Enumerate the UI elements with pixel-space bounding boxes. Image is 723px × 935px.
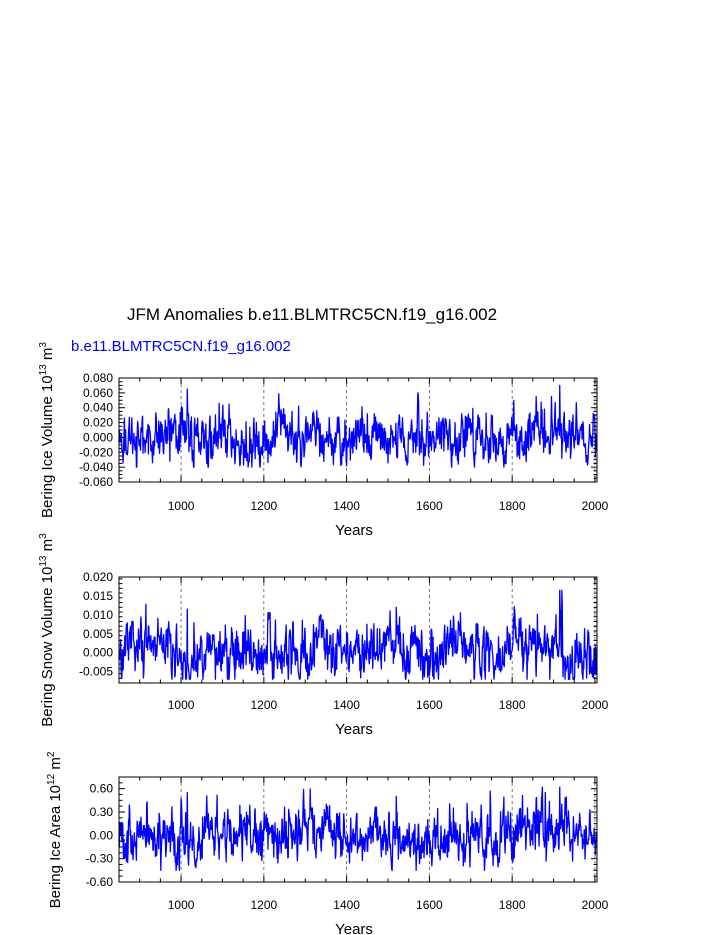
x-axis-label: Years — [335, 921, 373, 935]
y-tick-label: 0.015 — [82, 588, 113, 603]
y-tick-label: -0.060 — [78, 475, 113, 489]
y-axis-label: Bering Ice Area $10^{12}$ $m^2$ — [46, 751, 64, 909]
x-tick-label: 2000 — [581, 698, 609, 712]
y-tick-label: -0.60 — [85, 875, 113, 889]
series-line-bering-ice-area — [119, 787, 597, 870]
x-tick-label: 1800 — [498, 898, 526, 912]
series-line-bering-ice-volume — [119, 385, 597, 467]
x-axis-label: Years — [335, 522, 373, 539]
x-tick-label: 2000 — [581, 898, 609, 912]
x-tick-label: 1400 — [333, 698, 360, 712]
x-tick-label: 1000 — [167, 898, 195, 912]
panel-bering-snow-volume — [38, 533, 609, 738]
y-tick-label: -0.020 — [78, 445, 113, 460]
y-tick-label: 0.60 — [89, 781, 113, 796]
x-tick-label: 1400 — [333, 898, 360, 912]
y-tick-label: 0.000 — [82, 645, 113, 660]
series-line-bering-snow-volume — [119, 590, 597, 679]
panel-bering-ice-volume — [38, 342, 609, 539]
y-axis-label: Bering Snow Volume $10^{13}$ $m^3$ — [38, 533, 56, 727]
y-tick-label: 0.040 — [82, 400, 113, 415]
series-legend-label: b.e11.BLMTRC5CN.f19_g16.002 — [71, 338, 291, 355]
x-tick-label: 1800 — [498, 499, 526, 513]
y-tick-label: -0.005 — [78, 664, 113, 679]
y-tick-label: 0.060 — [82, 385, 113, 400]
y-tick-label: 0.00 — [89, 828, 113, 843]
x-tick-label: 1200 — [250, 898, 278, 912]
y-tick-label: 0.30 — [89, 805, 113, 819]
y-tick-label: 0.020 — [82, 415, 113, 430]
y-tick-label: -0.040 — [78, 460, 113, 475]
x-tick-label: 1200 — [250, 698, 278, 712]
y-tick-label: 0.080 — [82, 371, 113, 385]
y-tick-label: -0.30 — [85, 851, 113, 866]
x-tick-label: 2000 — [581, 499, 609, 513]
x-tick-label: 1200 — [250, 499, 278, 513]
y-tick-label: 0.020 — [82, 570, 113, 584]
x-tick-label: 1400 — [333, 499, 360, 513]
y-tick-label: 0.005 — [82, 626, 113, 641]
x-tick-label: 1800 — [498, 698, 526, 712]
x-tick-label: 1600 — [416, 499, 443, 513]
x-tick-label: 1000 — [167, 499, 195, 513]
x-tick-label: 1600 — [416, 898, 443, 912]
panel-bering-ice-area — [46, 751, 609, 935]
x-tick-label: 1600 — [416, 698, 443, 712]
chart-title: JFM Anomalies b.e11.BLMTRC5CN.f19_g16.002 — [127, 305, 498, 324]
y-tick-label: 0.000 — [82, 430, 113, 445]
x-tick-label: 1000 — [167, 698, 195, 712]
y-axis-label: Bering Ice Volume $10^{13}$ $m^3$ — [38, 342, 56, 518]
y-tick-label: 0.010 — [82, 607, 113, 622]
x-axis-label: Years — [335, 721, 373, 738]
